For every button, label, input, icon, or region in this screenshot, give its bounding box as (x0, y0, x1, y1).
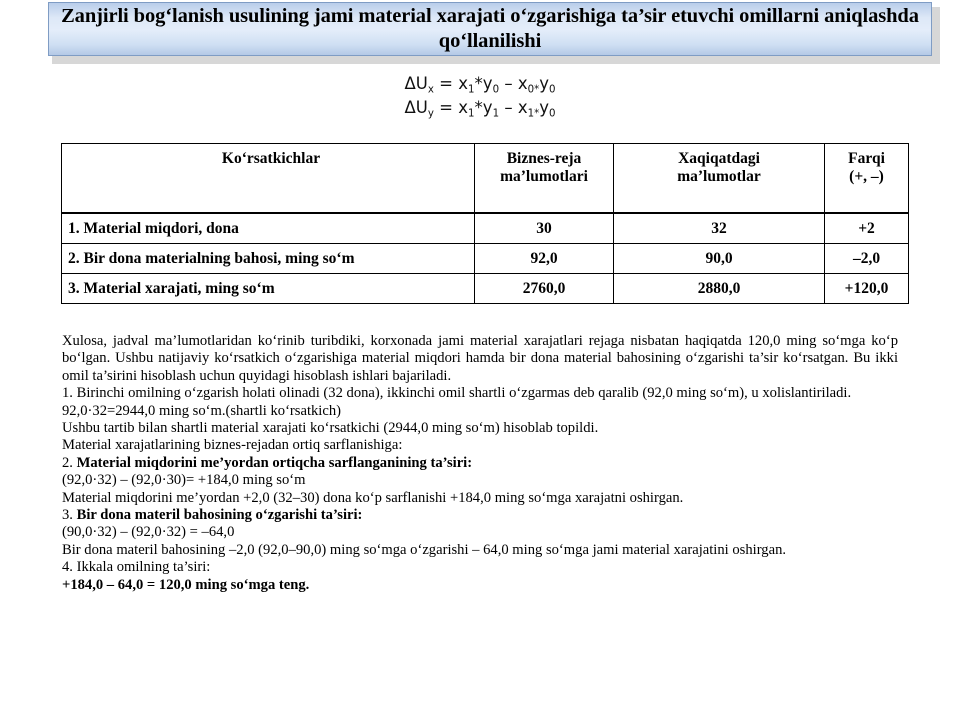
row-difference-value: +120,0 (825, 274, 909, 304)
column-header-plan-line2: ma’lumotlari (500, 168, 588, 185)
formula-ux-tail: y (539, 74, 549, 93)
factor2-title: Material miqdorini me’yordan ortiqcha sarflanganining ta’siri: (76, 454, 473, 471)
paragraph-overspend-intro: Material xarajatlarining biznes-rejadan ortiq sarflanishiga: (62, 437, 403, 454)
column-header-actual-line2: ma’lumotlar (677, 168, 761, 185)
table-row (62, 274, 909, 304)
row-label: 2. Bir dona materialning bahosi, ming so‘m (62, 244, 475, 274)
factor3-number: 3. (62, 507, 77, 524)
paragraph-factor3-formula: (90,0·32) – (92,0·32) = –64,0 (62, 524, 235, 541)
column-header-difference-line1: Farqi (848, 150, 885, 167)
paragraph-conclusion: Xulosa, jadval ma’lumotlaridan ko‘rinib turibdiki, korxonada jami material xarajatlari rejaga nisbatan haqiqatda 120,0 ming so‘mga ko‘p bo‘lgan. Ushbu natijaviy ko‘rsatkich o‘zgarishiga material miqdori hamda bir dona material bahosining o‘zgarishi ta’sir ko‘rsatgan. Bu ikki omil ta’sirini hisoblash uchun quyidagi hisoblash ishlari bajariladi. (62, 333, 898, 384)
paragraph-step1: 1. Birinchi omilning o‘zgarish holati olinadi (32 dona), ikkinchi omil shartli o‘zgarmas deb qaralib (92,0 ming so‘m), u xolislantiriladi. (62, 385, 852, 402)
row-label: 3. Material xarajati, ming so‘m (62, 274, 475, 304)
paragraph-factor3-heading (62, 507, 898, 524)
title-banner (48, 2, 936, 60)
column-header-difference-line2: (+, –) (849, 168, 884, 185)
formula-block (0, 72, 960, 120)
formula-uy-minus: – x (499, 98, 528, 117)
table-body (62, 213, 909, 304)
column-header-actual (614, 144, 825, 214)
formula-uy-eq: = x (433, 98, 469, 117)
banner-box (48, 2, 932, 56)
formula-delta-ux (0, 72, 960, 96)
formula-ux-eq: = x (433, 74, 469, 93)
table-row (62, 244, 909, 274)
row-label: 1. Material miqdori, dona (62, 213, 475, 244)
formula-uy-tail: y (539, 98, 549, 117)
formula-ux-lhs: ΔU (404, 74, 428, 93)
factor3-title: Bir dona materil bahosining o‘zgarishi ta’siri: (76, 507, 363, 524)
formula-uy-lhs: ΔU (404, 98, 428, 117)
formula-ux-minus: – x (499, 74, 528, 93)
paragraph-total-result: +184,0 – 64,0 = 120,0 ming so‘mga teng. (62, 576, 310, 593)
paragraph-factor2-explanation: Material miqdorini me’yordan +2,0 (32–30) dona ko‘p sarflanishi +184,0 ming so‘mga xarajatni oshirgan. (62, 489, 684, 506)
column-header-indicator (62, 144, 475, 214)
column-header-indicator-line1: Ko‘rsatkichlar (221, 150, 321, 167)
table-head (62, 144, 909, 214)
analysis-text (62, 333, 898, 594)
row-actual-value: 32 (614, 213, 825, 244)
column-header-plan (475, 144, 614, 214)
paragraph-factor4-heading: 4. Ikkala omilning ta’siri: (62, 559, 211, 576)
formula-ux-sub2: 0 (492, 84, 500, 96)
formula-ux-sub4: 0 (548, 84, 556, 96)
row-difference-value: –2,0 (825, 244, 909, 274)
row-plan-value: 30 (475, 213, 614, 244)
paragraph-conditional-calc: 92,0·32=2944,0 ming so‘m.(shartli ko‘rsatkich) (62, 402, 341, 419)
column-header-difference (825, 144, 909, 214)
table-row (62, 213, 909, 244)
row-difference-value: +2 (825, 213, 909, 244)
paragraph-factor3-explanation: Bir dona materil bahosining –2,0 (92,0–90,0) ming so‘mga o‘zgarishi – 64,0 ming so‘mga jami material xarajatini oshirgan. (62, 541, 787, 558)
formula-delta-uy (0, 96, 960, 120)
paragraph-factor2-formula: (92,0·32) – (92,0·30)= +184,0 ming so‘m (62, 472, 306, 489)
paragraph-conditional-result: Ushbu tartib bilan shartli material xarajati ko‘rsatkichi (2944,0 ming so‘m) hisoblab topildi. (62, 420, 599, 437)
row-actual-value: 2880,0 (614, 274, 825, 304)
formula-uy-mid: *y (474, 98, 493, 117)
column-header-actual-line1: Xaqiqatdagi (678, 150, 760, 167)
page-title: Zanjirli bog‘lanish usulining jami material xarajati o‘zgarishiga ta’sir etuvchi omillarni aniqlashda qo‘llanilishi (61, 5, 919, 52)
factor2-number: 2. (62, 454, 77, 471)
column-header-plan-line1: Biznes-reja (506, 150, 582, 167)
formula-uy-sub3: 1* (527, 108, 540, 120)
material-cost-table (61, 143, 909, 304)
table-header-row (62, 144, 909, 214)
row-plan-value: 2760,0 (475, 274, 614, 304)
row-actual-value: 90,0 (614, 244, 825, 274)
formula-ux-sub3: 0* (527, 84, 540, 96)
formula-ux-mid: *y (474, 74, 493, 93)
formula-ux-lhs-sub: x (427, 84, 434, 96)
formula-uy-sub4: 0 (548, 108, 556, 120)
row-plan-value: 92,0 (475, 244, 614, 274)
formula-uy-sub2: 1 (492, 108, 500, 120)
formula-uy-sub1: 1 (468, 108, 475, 120)
paragraph-factor2-heading (62, 455, 898, 472)
formula-uy-lhs-sub: y (427, 108, 434, 120)
formula-ux-sub1: 1 (468, 84, 475, 96)
